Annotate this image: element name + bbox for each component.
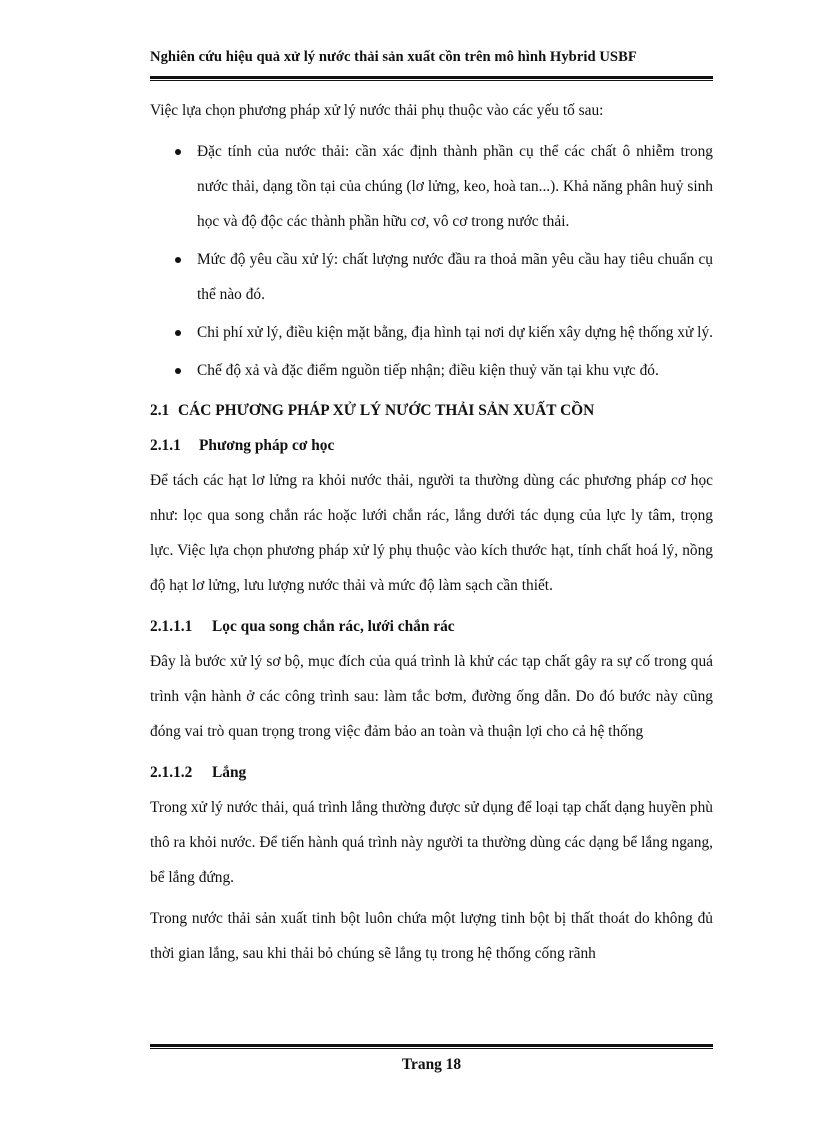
list-item-text: Mức độ yêu cầu xử lý: chất lượng nước đầu ra thoả mãn yêu cầu hay tiêu chuẩn cụ thể nào đó.	[197, 251, 713, 303]
section-number: 2.1.1.2	[150, 764, 193, 781]
footer-rule-thin	[150, 1048, 713, 1049]
paragraph-mechanical-methods: Để tách các hạt lơ lửng ra khỏi nước thải, người ta thường dùng các phương pháp cơ học như: lọc qua song chắn rác hoặc lưới chắn rác, lắng dưới tác dụng của lực ly tâm, trọng lực. Việc lựa chọn phương pháp xử lý phụ thuộc vào kích thước hạt, tính chất hoá lý, nồng độ hạt lơ lửng, lưu lượng nước thải và mức độ làm sạch cần thiết.	[150, 472, 713, 594]
list-item-text: Đặc tính của nước thải: cần xác định thành phần cụ thể các chất ô nhiễm trong nước thải, dạng tồn tại của chúng (lơ lửng, keo, hoà tan...). Khả năng phân huỷ sinh học và độ độc các thành phần hữu cơ, vô cơ trong nước thải.	[197, 143, 713, 230]
list-item	[150, 353, 713, 388]
section-title: Lọc qua song chắn rác, lưới chắn rác	[212, 618, 455, 635]
section-heading-2-1	[150, 393, 713, 428]
section-number: 2.1.1	[150, 437, 181, 454]
header-rule-thin	[150, 80, 713, 81]
list-item-text: Chế độ xả và đặc điểm nguồn tiếp nhận; điều kiện thuỷ văn tại khu vực đó.	[197, 362, 659, 379]
list-item	[150, 134, 713, 239]
criteria-list	[150, 134, 713, 388]
intro-paragraph: Việc lựa chọn phương pháp xử lý nước thải phụ thuộc vào các yếu tố sau:	[150, 102, 604, 119]
section-heading-2-1-1	[150, 428, 713, 463]
footer-rule-thick	[150, 1044, 713, 1047]
bullet-icon	[175, 257, 181, 263]
section-number: 2.1.1.1	[150, 618, 193, 635]
section-title: Lắng	[212, 764, 247, 781]
paragraph-screening: Đây là bước xử lý sơ bộ, mục đích của quá trình là khử các tạp chất gây ra sự cố trong quá trình vận hành ở các công trình sau: làm tắc bơm, đường ống dẫn. Do đó bước này cũng đóng vai trò quan trọng trong việc đảm bảo an toàn và thuận lợi cho cả hệ thống	[150, 653, 713, 740]
section-heading-2-1-1-1	[150, 609, 713, 644]
bullet-icon	[175, 330, 181, 336]
header-rule-thick	[150, 76, 713, 79]
bullet-icon	[175, 149, 181, 155]
list-item-text: Chi phí xử lý, điều kiện mặt bằng, địa hình tại nơi dự kiến xây dựng hệ thống xử lý.	[197, 324, 713, 341]
running-header: Nghiên cứu hiệu quả xử lý nước thải sản xuất cồn trên mô hình Hybrid USBF	[150, 49, 637, 65]
section-number: 2.1	[150, 402, 170, 419]
section-title: CÁC PHƯƠNG PHÁP XỬ LÝ NƯỚC THẢI SẢN XUẤT CỒN	[178, 402, 595, 419]
list-item	[150, 242, 713, 312]
page-number: Trang 18	[401, 1056, 462, 1073]
page-body	[150, 93, 713, 971]
section-title: Phương pháp cơ học	[199, 437, 335, 454]
section-heading-2-1-1-2	[150, 755, 713, 790]
list-item	[150, 315, 713, 350]
paragraph-settling-b: Trong nước thải sản xuất tinh bột luôn chứa một lượng tinh bột bị thất thoát do không đủ thời gian lắng, sau khi thải bỏ chúng sẽ lắng tụ trong hệ thống cống rãnh	[150, 910, 713, 962]
paragraph-settling-a: Trong xử lý nước thải, quá trình lắng thường được sử dụng để loại tạp chất dạng huyền phù thô ra khỏi nước. Để tiến hành quá trình này người ta thường dùng các dạng bể lắng ngang, bể lắng đứng.	[150, 799, 713, 886]
bullet-icon	[175, 368, 181, 374]
